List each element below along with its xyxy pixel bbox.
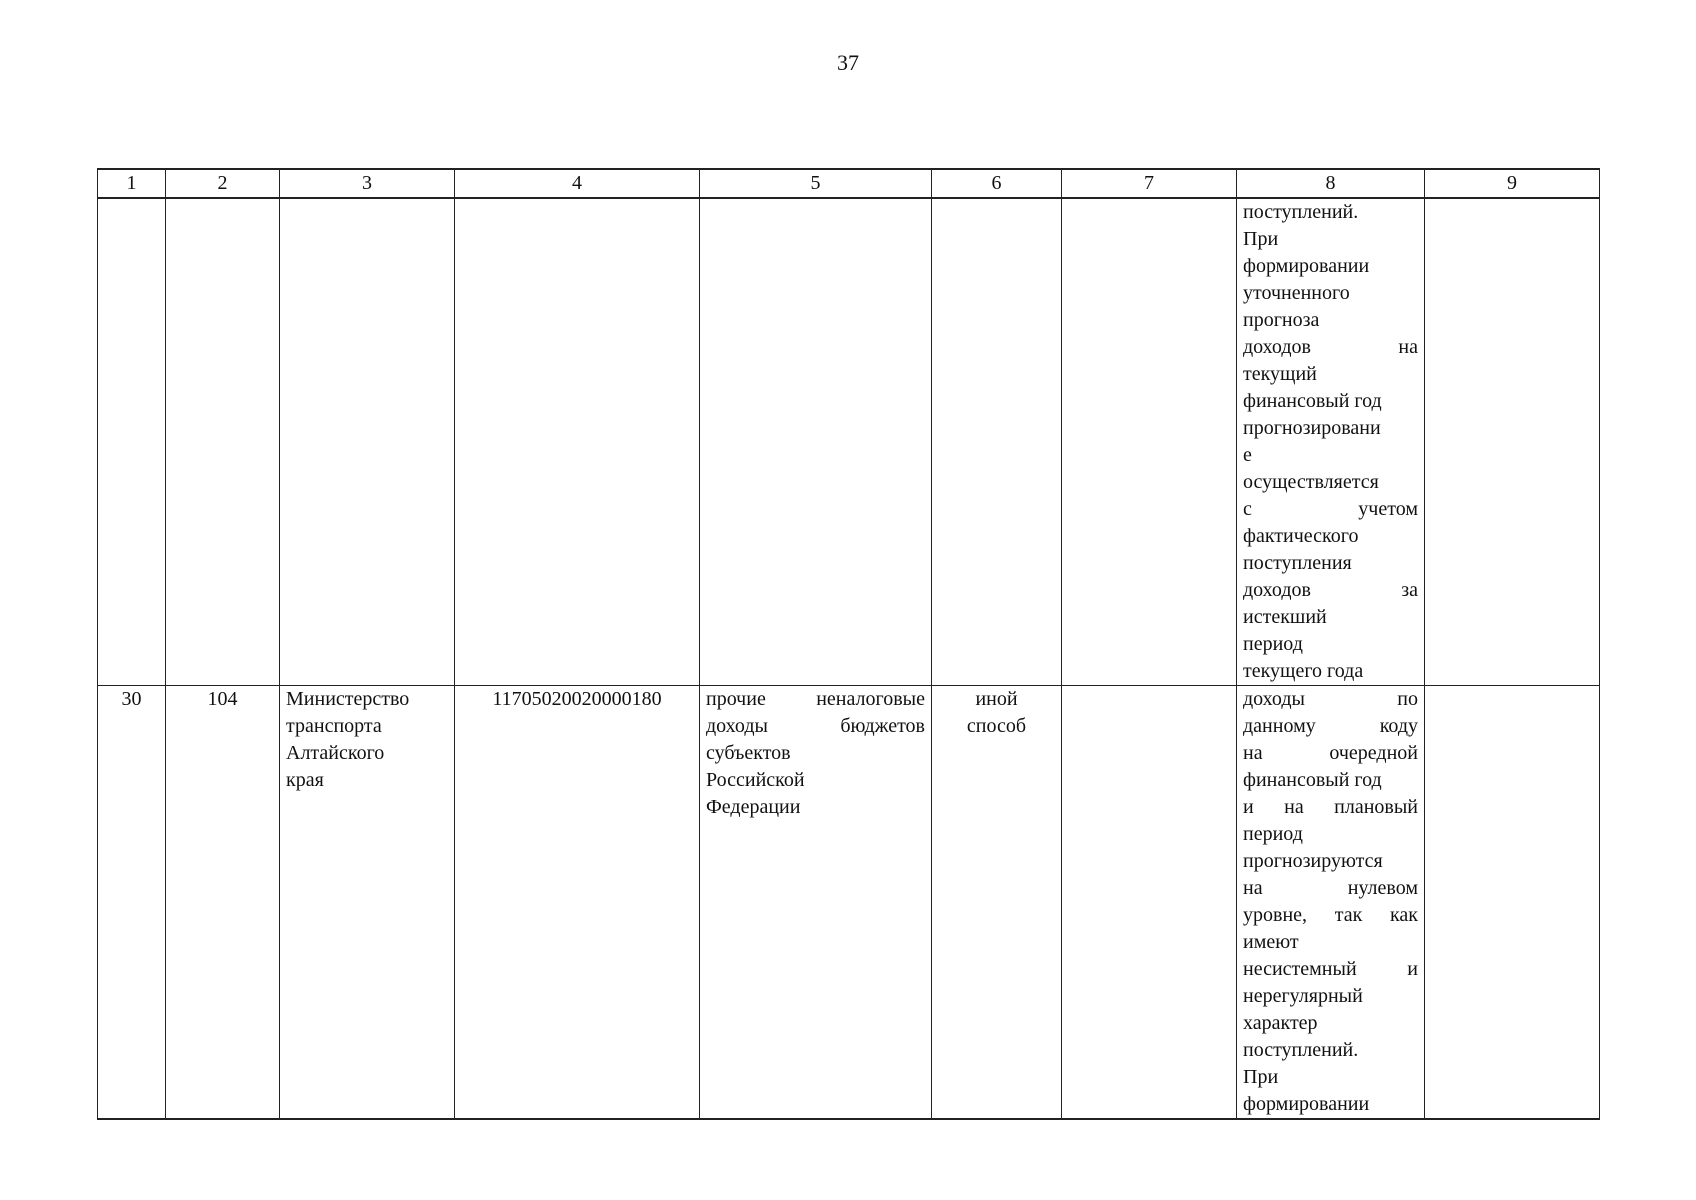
revenue-forecast-table — [97, 168, 1600, 1120]
administrator-code: 104 — [166, 686, 280, 1120]
continuation-row — [98, 198, 1600, 686]
cell-empty — [280, 198, 455, 686]
cell-empty — [166, 198, 280, 686]
forecast-method: иной способ — [932, 686, 1062, 1120]
column-header-9: 9 — [1425, 169, 1600, 198]
forecast-method-description-continued: поступлений. При формировании уточненного прогноза доходов на текущий финансовый год прогнозировани е осуществляется с учетом фактического поступления доходов за истекший период текущего года — [1237, 198, 1425, 686]
cell-empty — [932, 198, 1062, 686]
header-row — [98, 169, 1600, 198]
column-header-1: 1 — [98, 169, 166, 198]
budget-classification-code: 11705020020000180 — [455, 686, 700, 1120]
administrator-name: Министерство транспорта Алтайского края — [280, 686, 455, 1120]
column-header-2: 2 — [166, 169, 280, 198]
cell-empty — [1062, 198, 1237, 686]
cell-empty — [455, 198, 700, 686]
column-header-5: 5 — [700, 169, 932, 198]
column-header-3: 3 — [280, 169, 455, 198]
notes-cell — [1425, 686, 1600, 1120]
column-header-4: 4 — [455, 169, 700, 198]
revenue-name: прочие неналоговые доходы бюджетов субъектов Российской Федерации — [700, 686, 932, 1120]
column-header-7: 7 — [1062, 169, 1237, 198]
table-row — [98, 686, 1600, 1120]
formula-cell — [1062, 686, 1237, 1120]
row-number: 30 — [98, 686, 166, 1120]
column-header-6: 6 — [932, 169, 1062, 198]
cell-empty — [700, 198, 932, 686]
forecast-method-description: доходы по данному коду на очередной финансовый год и на плановый период прогнозируются на нулевом уровне, так как имеют несистемный и нерегулярный характер поступлений. При формировании — [1237, 686, 1425, 1120]
column-header-8: 8 — [1237, 169, 1425, 198]
cell-empty — [1425, 198, 1600, 686]
page-number: 37 — [837, 50, 859, 75]
cell-empty — [98, 198, 166, 686]
